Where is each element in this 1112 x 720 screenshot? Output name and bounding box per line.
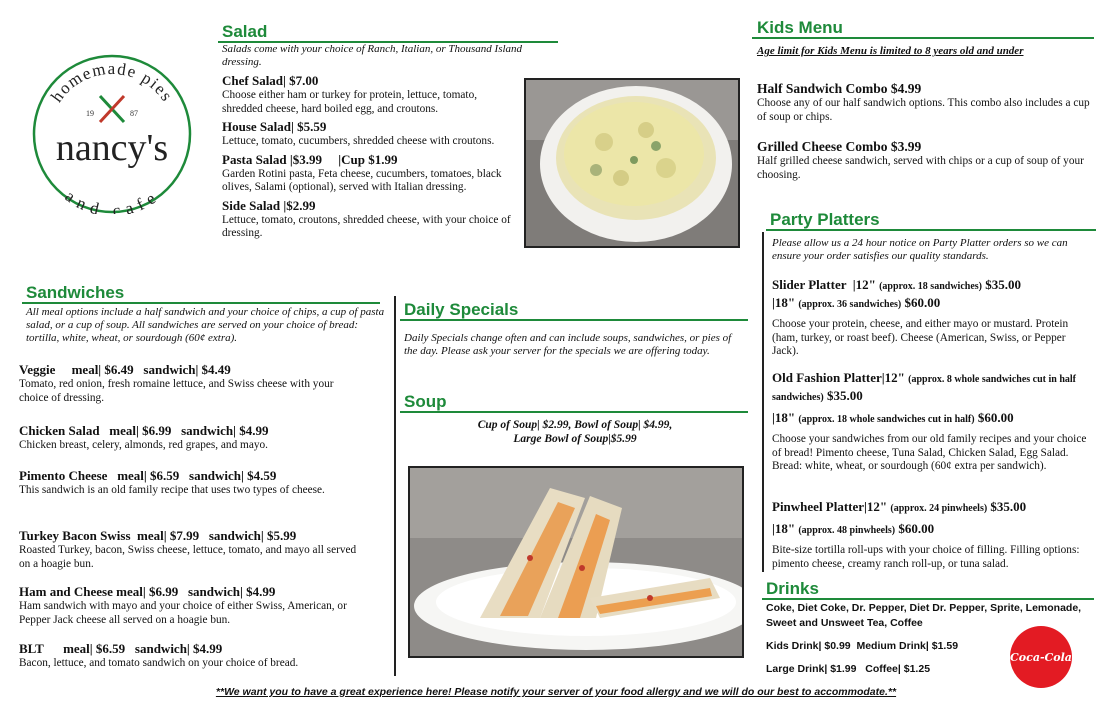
platter-slider <box>772 277 1094 359</box>
daily-specials-intro: Daily Specials change often and can include soups, sandwiches, or pies of the day. Please ask your server for the specials we are offering today. <box>404 332 732 357</box>
kids-item <box>757 139 1095 182</box>
sandwich-item-desc: Ham sandwich with mayo and your choice of either Swiss, American, or Pepper Jack cheese all served on a hoagie bun. <box>19 600 347 626</box>
daily-specials-heading: Daily Specials <box>404 300 519 319</box>
salad-item-name: Pasta Salad |$3.99 |Cup $1.99 <box>222 151 398 167</box>
salad-item-name: Chef Salad| $7.00 <box>222 73 319 88</box>
platter-desc: Choose your sandwiches from our old family recipes and your choice of bread! Pimento cheese, Tuna Salad, Chicken Salad, Egg Salad. Bread: white, wheat, or sourdough (60¢ extra per sandwich). <box>772 433 1087 472</box>
salad-heading: Salad <box>222 22 268 41</box>
logo-year-right: 87 <box>130 109 138 118</box>
sandwich-item <box>19 423 364 468</box>
salad-item-name: Side Salad |$2.99 <box>222 197 316 213</box>
kids-item-desc: Half grilled cheese sandwich, served with chips or a cup of soup of your choosing. <box>757 155 1084 181</box>
daily-specials-rule <box>400 319 748 321</box>
platter-size-label: |18" <box>772 521 796 536</box>
platter-line <box>772 277 1094 295</box>
salad-item <box>222 73 512 116</box>
sandwiches-intro: All meal options include a half sandwich and your choice of chips, a cup of pasta salad, or a cup of soup. All sandwiches are served on your choice of bread: tortilla, white, wheat, or sourdough (60¢ extra). <box>26 306 385 344</box>
soup-prices-line: Large Bowl of Soup|$5.99 <box>513 433 637 445</box>
sandwich-item <box>19 468 364 528</box>
sandwich-item-desc: Bacon, lettuce, and tomato sandwich on your choice of bread. <box>19 657 299 669</box>
platter-price: $35.00 <box>985 277 1021 292</box>
platter-price: $35.00 <box>990 499 1027 514</box>
sandwich-item-name: Veggie meal| $6.49 sandwich| $4.49 <box>19 362 231 377</box>
sandwich-item <box>19 362 364 423</box>
pimento-sandwich-photo <box>408 466 744 658</box>
platter-price: $35.00 <box>826 388 863 403</box>
platter-note: (approx. 18 whole sandwiches cut in half) <box>798 414 975 425</box>
logo-arc-top: homemade pies <box>47 58 178 106</box>
sandwich-item-desc: Roasted Turkey, bacon, Swiss cheese, lettuce, tomato, and mayo all served on a hoagie bun. <box>19 544 357 570</box>
party-platters-heading: Party Platters <box>770 210 880 229</box>
sandwich-item-desc: This sandwich is an old family recipe that uses two types of cheese. <box>19 484 325 496</box>
logo-arc-bottom: and cafe <box>61 186 163 214</box>
coca-cola-wordmark: Coca-Cola <box>1010 650 1072 664</box>
drinks-list: Coke, Diet Coke, Dr. Pepper, Diet Dr. Pepper, Sprite, Lemonade, Sweet and Unsweet Tea, Coffee <box>766 602 1082 629</box>
platter-price: $60.00 <box>898 521 935 536</box>
sandwiches-rule <box>22 302 380 304</box>
kids-age-note: Age limit for Kids Menu is limited to 8 years old and under <box>757 45 1024 57</box>
soup-heading: Soup <box>404 392 447 411</box>
allergy-footer: **We want you to have a great experience here! Please notify your server of your food allergy and we will do our best to accommodate.** <box>215 686 897 698</box>
soup-bowl-photo <box>524 78 740 248</box>
kids-item-name: Half Sandwich Combo $4.99 <box>757 81 922 96</box>
logo-year-left: 19 <box>86 109 94 118</box>
drinks-heading: Drinks <box>766 579 819 598</box>
drinks-rule <box>762 598 1094 600</box>
sandwich-item-name: Ham and Cheese meal| $6.99 sandwich| $4.99 <box>19 584 276 599</box>
logo-graphic <box>22 44 202 214</box>
platter-line <box>772 410 1094 428</box>
salad-item <box>222 152 512 195</box>
salad-item-desc: Choose either ham or turkey for protein, lettuce, tomato, shredded cheese, hard boiled egg, and croutons. <box>222 89 478 115</box>
sandwich-item-name: Chicken Salad meal| $6.99 sandwich| $4.99 <box>19 423 269 438</box>
kids-menu-heading: Kids Menu <box>757 18 843 37</box>
platter-old-fashion <box>772 370 1094 474</box>
platter-size-label: Pinwheel Platter|12" <box>772 499 888 514</box>
sandwiches-list <box>19 362 364 671</box>
soup-rule <box>400 411 748 413</box>
sandwich-item-desc: Chicken breast, celery, almonds, red grapes, and mayo. <box>19 439 268 451</box>
salad-list <box>222 73 512 241</box>
platter-note: (approx. 48 pinwheels) <box>798 525 896 536</box>
party-platters-intro: Please allow us a 24 hour notice on Party Platter orders so we can ensure your order satisfies our quality standards. <box>772 237 1068 262</box>
platter-size-label: Slider Platter |12" <box>772 277 876 292</box>
drinks-prices: Large Drink| $1.99 Coffee| $1.25 <box>766 663 931 675</box>
coca-cola-logo <box>1010 626 1072 688</box>
platter-note: (approx. 18 sandwiches) <box>879 281 982 292</box>
sandwich-item-name: Pimento Cheese meal| $6.59 sandwich| $4.59 <box>19 468 277 483</box>
salad-item-name: House Salad| $5.59 <box>222 119 327 134</box>
platters-divider <box>762 232 764 572</box>
platter-note: (approx. 36 sandwiches) <box>798 299 902 310</box>
platter-note: (approx. 8 whole sandwiches cut in half sandwiches) <box>772 374 1077 403</box>
soup-prices-line: Cup of Soup| $2.99, Bowl of Soup| $4.99, <box>477 419 673 431</box>
salad-item-desc: Garden Rotini pasta, Feta cheese, cucumbers, tomatoes, black olives, Salami (optional), served with Italian dressing. <box>222 167 502 193</box>
crossed-utensils-icon <box>100 96 124 122</box>
drinks-prices: Kids Drink| $0.99 Medium Drink| $1.59 <box>766 640 959 652</box>
kids-item <box>757 81 1095 124</box>
platter-size-label: |18" <box>772 295 796 310</box>
salad-item-desc: Lettuce, tomato, cucumbers, shredded cheese with croutons. <box>222 135 495 147</box>
platter-price: $60.00 <box>904 295 941 310</box>
sandwich-item <box>19 641 364 671</box>
platter-line <box>772 370 1094 406</box>
salad-intro: Salads come with your choice of Ranch, Italian, or Thousand Island dressing. <box>222 43 523 68</box>
platter-desc: Bite-size tortilla roll-ups with your choice of filling. Filling options: pimento cheese, creamy ranch roll-up, or tuna salad. <box>772 544 1080 570</box>
sandwich-item <box>19 584 364 641</box>
soup-prices <box>400 418 750 446</box>
logo <box>22 44 202 214</box>
sandwich-item-name: BLT meal| $6.59 sandwich| $4.99 <box>19 641 223 656</box>
platter-size-label: |18" <box>772 410 796 425</box>
logo-name: nancy's <box>55 127 169 169</box>
platter-line <box>772 521 1094 539</box>
kids-list <box>757 81 1095 182</box>
sandwich-item-desc: Tomato, red onion, fresh romaine lettuce, and Swiss cheese with your choice of dressing. <box>19 378 334 404</box>
platter-pinwheel <box>772 499 1094 571</box>
sandwich-item <box>19 528 364 584</box>
platter-note: (approx. 24 pinwheels) <box>890 503 988 514</box>
sandwiches-heading: Sandwiches <box>26 283 125 302</box>
sandwich-item-name: Turkey Bacon Swiss meal| $7.99 sandwich| $5.99 <box>19 528 297 543</box>
platter-size-label: Old Fashion Platter|12" <box>772 370 905 385</box>
kids-menu-rule <box>752 37 1094 39</box>
party-platters-rule <box>766 229 1096 231</box>
platter-line <box>772 295 1094 313</box>
salad-item <box>222 119 512 149</box>
platter-line <box>772 499 1094 517</box>
kids-item-desc: Choose any of our half sandwich options. This combo also includes a cup of soup or chips. <box>757 97 1090 123</box>
salad-item <box>222 198 512 241</box>
platter-price: $60.00 <box>977 410 1014 425</box>
platter-desc: Choose your protein, cheese, and either mayo or mustard. Protein (ham, turkey, or roast beef). Cheese (American, Swiss, or Pepper Jack). <box>772 318 1069 357</box>
salad-item-desc: Lettuce, tomato, croutons, shredded cheese, with your choice of dressing. <box>222 213 511 239</box>
column-divider <box>394 296 396 676</box>
kids-item-name: Grilled Cheese Combo $3.99 <box>757 139 922 154</box>
